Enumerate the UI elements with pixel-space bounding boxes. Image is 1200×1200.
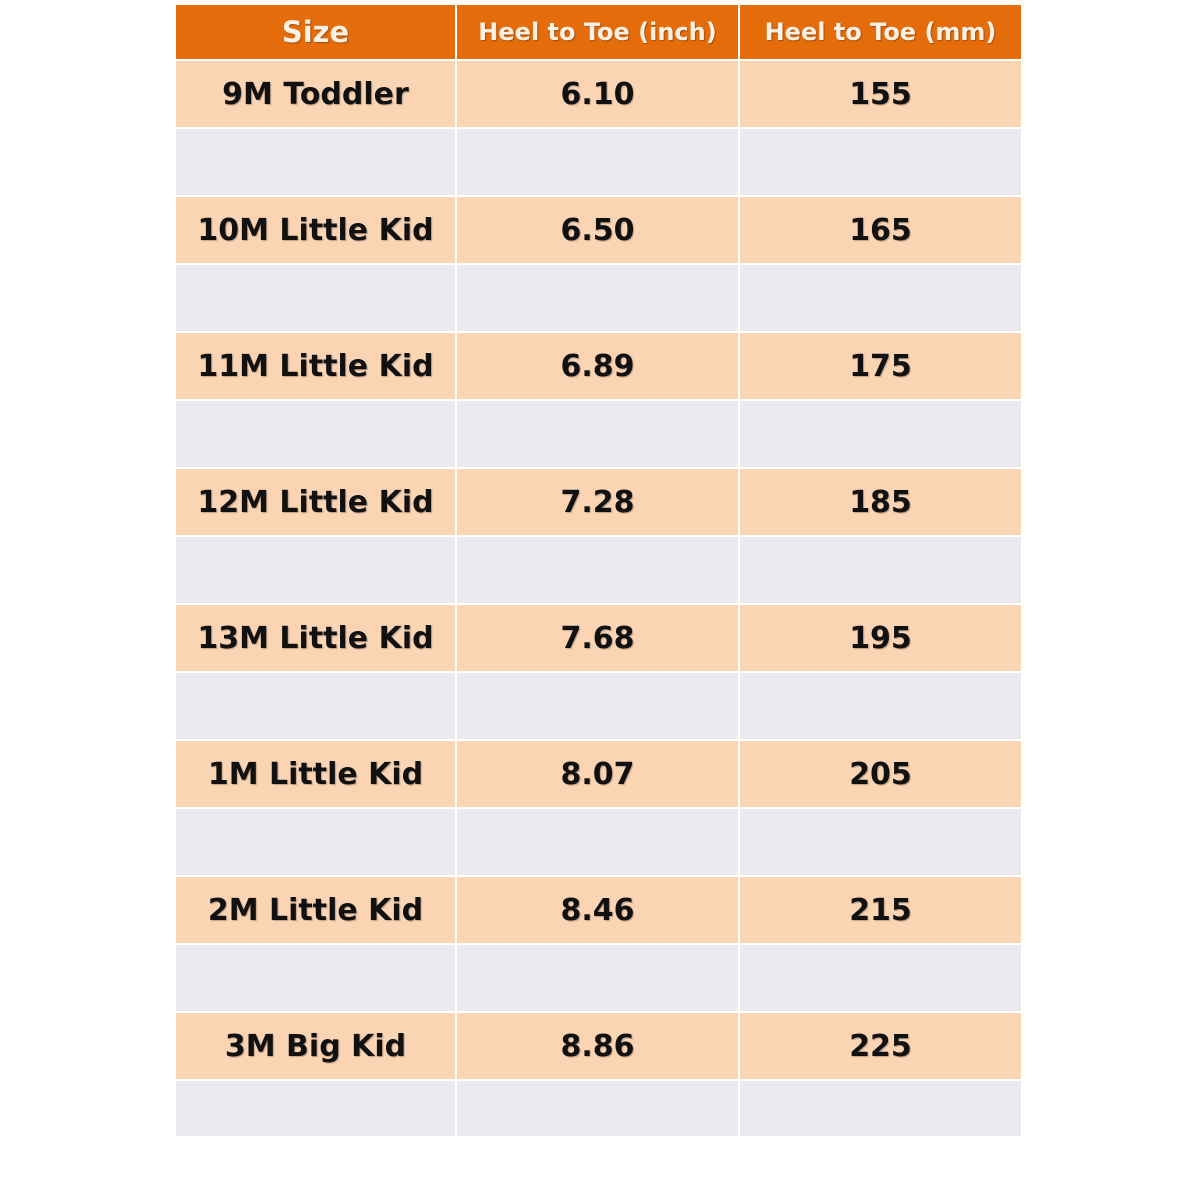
- mm-cell: 175: [739, 332, 1021, 400]
- empty-cell: [176, 1080, 456, 1136]
- empty-cell: [176, 672, 456, 740]
- spacer-row: [176, 128, 1021, 196]
- inch-cell: 8.86: [456, 1012, 739, 1080]
- header-row: [176, 5, 1021, 60]
- size-cell: 13M Little Kid: [176, 604, 456, 672]
- empty-cell: [176, 944, 456, 1012]
- size-chart-table: [176, 5, 1021, 1136]
- inch-cell: 6.10: [456, 60, 739, 128]
- empty-cell: [739, 944, 1021, 1012]
- size-cell: 10M Little Kid: [176, 196, 456, 264]
- empty-cell: [456, 536, 739, 604]
- empty-cell: [739, 1080, 1021, 1136]
- mm-cell: 215: [739, 876, 1021, 944]
- empty-cell: [176, 808, 456, 876]
- mm-cell: 205: [739, 740, 1021, 808]
- size-cell: 12M Little Kid: [176, 468, 456, 536]
- empty-cell: [176, 536, 456, 604]
- table-row: [176, 1012, 1021, 1080]
- inch-cell: 7.28: [456, 468, 739, 536]
- table-row: [176, 604, 1021, 672]
- size-cell: 11M Little Kid: [176, 332, 456, 400]
- mm-cell: 195: [739, 604, 1021, 672]
- spacer-row: [176, 1080, 1021, 1136]
- spacer-row: [176, 944, 1021, 1012]
- inch-cell: 8.07: [456, 740, 739, 808]
- mm-cell: 225: [739, 1012, 1021, 1080]
- column-header-heel-to-toe-inch: Heel to Toe (inch): [456, 5, 739, 60]
- empty-cell: [739, 264, 1021, 332]
- empty-cell: [176, 400, 456, 468]
- table-row: [176, 332, 1021, 400]
- empty-cell: [739, 672, 1021, 740]
- table-row: [176, 196, 1021, 264]
- empty-cell: [456, 1080, 739, 1136]
- inch-cell: 7.68: [456, 604, 739, 672]
- empty-cell: [456, 128, 739, 196]
- empty-cell: [739, 808, 1021, 876]
- empty-cell: [176, 128, 456, 196]
- empty-cell: [456, 944, 739, 1012]
- column-header-size: Size: [176, 5, 456, 60]
- table-row: [176, 740, 1021, 808]
- empty-cell: [456, 672, 739, 740]
- table-row: [176, 468, 1021, 536]
- mm-cell: 165: [739, 196, 1021, 264]
- size-cell: 1M Little Kid: [176, 740, 456, 808]
- empty-cell: [456, 264, 739, 332]
- mm-cell: 185: [739, 468, 1021, 536]
- table-row: [176, 60, 1021, 128]
- size-cell: 2M Little Kid: [176, 876, 456, 944]
- spacer-row: [176, 536, 1021, 604]
- empty-cell: [176, 264, 456, 332]
- empty-cell: [739, 400, 1021, 468]
- size-cell: 3M Big Kid: [176, 1012, 456, 1080]
- empty-cell: [739, 128, 1021, 196]
- spacer-row: [176, 400, 1021, 468]
- spacer-row: [176, 808, 1021, 876]
- column-header-heel-to-toe-mm: Heel to Toe (mm): [739, 5, 1021, 60]
- empty-cell: [739, 536, 1021, 604]
- table-row: [176, 876, 1021, 944]
- inch-cell: 6.89: [456, 332, 739, 400]
- size-cell: 9M Toddler: [176, 60, 456, 128]
- spacer-row: [176, 672, 1021, 740]
- empty-cell: [456, 808, 739, 876]
- mm-cell: 155: [739, 60, 1021, 128]
- spacer-row: [176, 264, 1021, 332]
- empty-cell: [456, 400, 739, 468]
- inch-cell: 8.46: [456, 876, 739, 944]
- inch-cell: 6.50: [456, 196, 739, 264]
